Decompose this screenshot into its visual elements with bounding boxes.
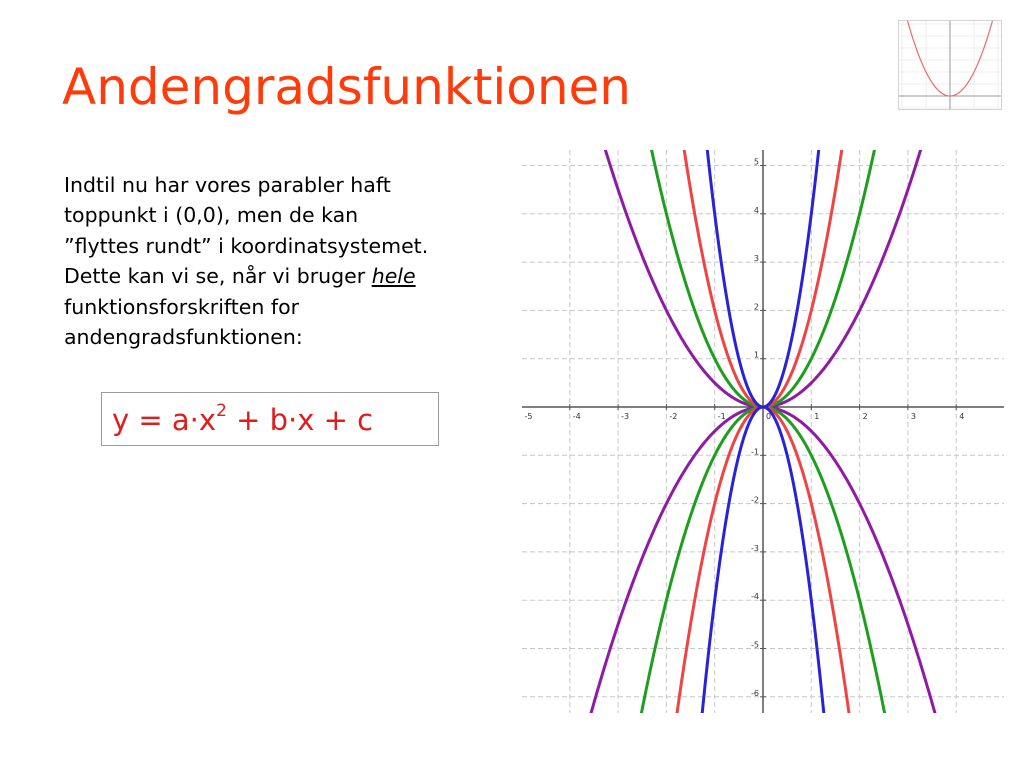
- slide-title: Andengradsfunktionen: [62, 58, 631, 116]
- x-tick-label: 2: [862, 412, 868, 421]
- body-line-4: [64, 261, 534, 291]
- formula-right: + b·x + c: [226, 403, 374, 437]
- y-tick-label: -4: [751, 592, 759, 602]
- y-tick-label: -5: [751, 640, 759, 650]
- body-text: [64, 170, 534, 352]
- y-tick-label: 3: [753, 254, 759, 264]
- x-tick-label: -4: [572, 412, 581, 421]
- y-tick-label: -1: [751, 447, 759, 457]
- y-tick-label: 2: [753, 302, 759, 312]
- formula-box: [101, 392, 439, 446]
- y-tick-label: -2: [751, 495, 759, 505]
- formula-left: y = a·x: [112, 403, 217, 437]
- emphasized-word: hele: [371, 264, 416, 289]
- y-tick-label: 4: [753, 205, 759, 215]
- body-line-1: Indtil nu har vores parabler haft: [64, 173, 391, 197]
- parabola-graph: [522, 150, 1004, 713]
- body-line-5: funktionsforskriften for: [64, 294, 300, 319]
- body-line-2: toppunkt i (0,0), men de kan: [64, 203, 359, 228]
- body-line-6: andengradsfunktionen:: [64, 325, 303, 350]
- body-line-3: ”flyttes rundt” i koordinatsystemet.: [64, 233, 429, 258]
- x-tick-label: -2: [669, 412, 678, 421]
- y-tick-label: -6: [751, 688, 759, 698]
- x-tick-label: 3: [910, 412, 916, 421]
- x-tick-label: -3: [621, 412, 630, 421]
- y-tick-label: 1: [753, 350, 759, 360]
- x-tick-label: -1: [717, 412, 726, 421]
- x-tick-label: -5: [524, 412, 533, 421]
- parabola-thumbnail: [898, 20, 1002, 110]
- y-tick-label: -3: [751, 543, 759, 553]
- x-tick-label: 1: [814, 412, 820, 421]
- x-tick-label: 0: [766, 412, 772, 421]
- formula-exponent: 2: [216, 401, 227, 421]
- body-line-4-text: Dette kan vi se, når vi bruger: [64, 264, 372, 289]
- x-tick-label: 4: [959, 412, 965, 421]
- y-tick-label: 5: [753, 157, 759, 167]
